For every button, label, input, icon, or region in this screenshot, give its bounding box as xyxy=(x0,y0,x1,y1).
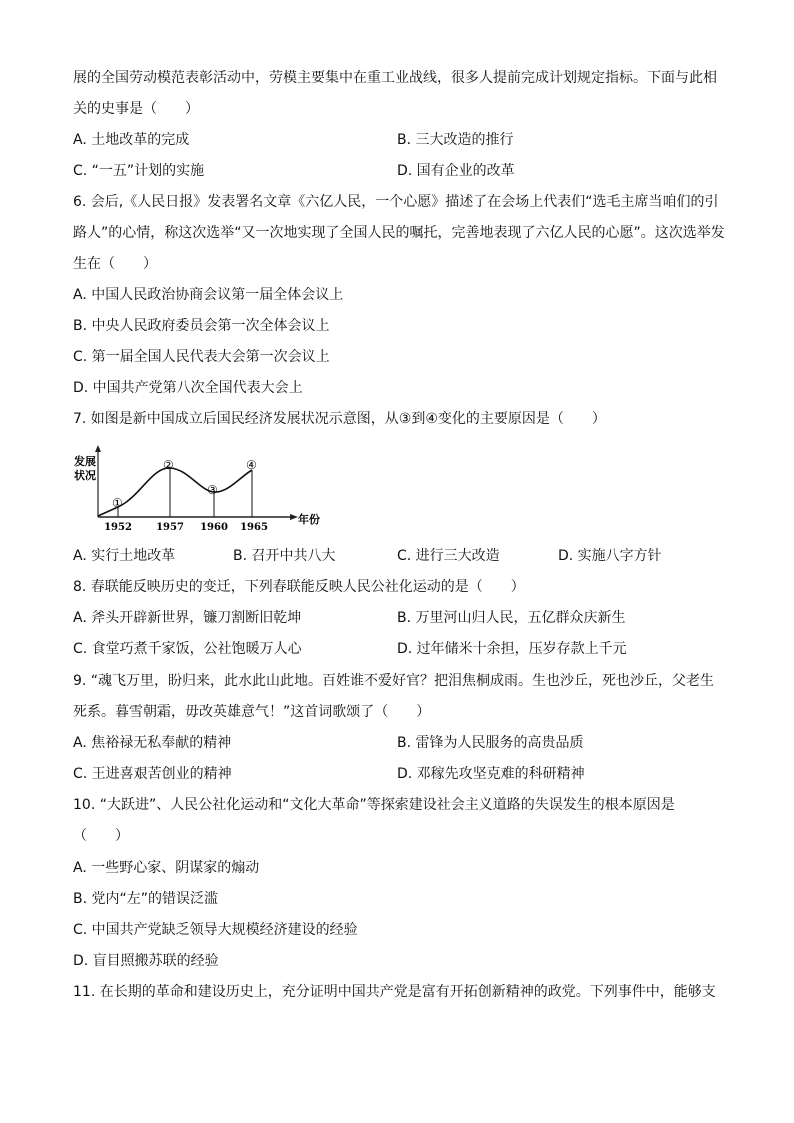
economy-development-figure xyxy=(70,437,340,537)
figure-point-4: ④ xyxy=(246,458,257,472)
q11-stem-line1: 11. 在长期的革命和建设历史上，充分证明中国共产党是富有开拓创新精神的政党。下列事件中，能够支 xyxy=(73,984,716,1000)
q5-option-b[interactable]: B. 三大改造的推行 xyxy=(397,132,514,148)
q10-option-d[interactable]: D. 盲目照搬苏联的经验 xyxy=(73,953,219,969)
figure-xtick-1960: 1960 xyxy=(200,522,228,533)
figure-xtick-1952: 1952 xyxy=(104,522,132,533)
q9-stem-line2: 死系。暮雪朝霜，毋改英雄意气！”这首词歌颂了（ ） xyxy=(73,704,431,720)
q7-option-d[interactable]: D. 实施八字方针 xyxy=(558,548,662,564)
figure-xlabel: 年份 xyxy=(298,513,320,526)
q8-option-d[interactable]: D. 过年储米十余担，压岁存款上千元 xyxy=(397,641,627,657)
q7-option-c[interactable]: C. 进行三大改造 xyxy=(397,548,500,564)
q5-option-c[interactable]: C. “一五”计划的实施 xyxy=(73,163,205,179)
q10-option-c[interactable]: C. 中国共产党缺乏领导大规模经济建设的经验 xyxy=(73,922,358,938)
q7-option-b[interactable]: B. 召开中共八大 xyxy=(233,548,336,564)
figure-y-arrow xyxy=(95,445,101,452)
q9-option-b[interactable]: B. 雷锋为人民服务的高贵品质 xyxy=(397,735,584,751)
q8-option-b[interactable]: B. 万里河山归人民，五亿群众庆新生 xyxy=(397,610,626,626)
figure-ylabel-2: 状况 xyxy=(74,469,96,482)
q5-stem-line1: 展的全国劳动模范表彰活动中，劳模主要集中在重工业战线，很多人提前完成计划规定指标。下面与此相 xyxy=(73,70,717,86)
q9-option-c[interactable]: C. 王进喜艰苦创业的精神 xyxy=(73,766,232,782)
q7-option-a[interactable]: A. 实行土地改革 xyxy=(73,548,176,564)
q7-stem: 7. 如图是新中国成立后国民经济发展状况示意图，从③到④变化的主要原因是（ ） xyxy=(73,411,606,427)
q6-stem-line3: 生在（ ） xyxy=(73,256,157,272)
figure-xtick-1957: 1957 xyxy=(156,522,184,533)
q9-option-d[interactable]: D. 邓稼先攻坚克难的科研精神 xyxy=(397,766,585,782)
q10-option-b[interactable]: B. 党内“左”的错误泛滥 xyxy=(73,891,219,907)
q6-stem-line1: 6. 会后,《人民日报》发表署名文章《六亿人民，一个心愿》描述了在会场上代表们“选毛主席当咱们的引 xyxy=(73,194,719,210)
q9-option-a[interactable]: A. 焦裕禄无私奉献的精神 xyxy=(73,735,232,751)
q8-option-a[interactable]: A. 斧头开辟新世界，镰刀割断旧乾坤 xyxy=(73,610,302,626)
figure-x-arrow xyxy=(290,514,298,520)
q5-option-d[interactable]: D. 国有企业的改革 xyxy=(397,163,515,179)
q8-stem: 8. 春联能反映历史的变迁，下列春联能反映人民公社化运动的是（ ） xyxy=(73,579,525,595)
q10-stem-line2: （ ） xyxy=(73,828,129,844)
q10-stem-line1: 10. “大跃进”、人民公社化运动和“文化大革命”等探索建设社会主义道路的失误发生的根本原因是 xyxy=(73,797,675,813)
q6-option-a[interactable]: A. 中国人民政治协商会议第一届全体会议上 xyxy=(73,287,344,303)
q5-stem-line2: 关的史事是（ ） xyxy=(73,101,199,117)
figure-ylabel-1: 发展 xyxy=(74,455,96,468)
q5-option-a[interactable]: A. 土地改革的完成 xyxy=(73,132,190,148)
q6-stem-line2: 路人”的心情，称这次选举“又一次地实现了全国人民的嘱托，完善地表现了六亿人民的心愿”。这次选举发 xyxy=(73,225,725,241)
figure-point-1: ① xyxy=(112,496,123,510)
q6-option-c[interactable]: C. 第一届全国人民代表大会第一次会议上 xyxy=(73,349,330,365)
q6-option-b[interactable]: B. 中央人民政府委员会第一次全体会议上 xyxy=(73,318,330,334)
figure-xtick-1965: 1965 xyxy=(240,522,268,533)
figure-point-3: ③ xyxy=(207,483,218,497)
figure-point-2: ② xyxy=(163,458,174,472)
q10-option-a[interactable]: A. 一些野心家、阴谋家的煽动 xyxy=(73,860,260,876)
q8-option-c[interactable]: C. 食堂巧煮千家饭，公社饱暖万人心 xyxy=(73,641,302,657)
q6-option-d[interactable]: D. 中国共产党第八次全国代表大会上 xyxy=(73,380,303,396)
q9-stem-line1: 9. “魂飞万里，盼归来，此水此山此地。百姓谁不爱好官？把泪焦桐成雨。生也沙丘，死也沙丘，父老生 xyxy=(73,673,715,689)
